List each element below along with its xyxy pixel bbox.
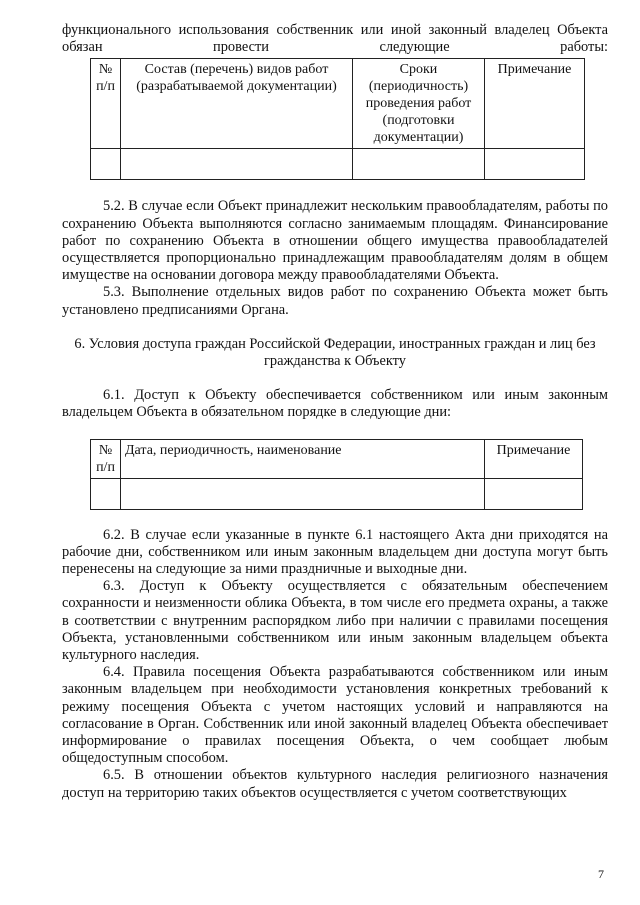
paragraph-5-2: 5.2. В случае если Объект принадлежит нескольким правообладателям, работы по сохранению Объекта выполняются согласно занимаемым площадям. Финансирование работ по сохранению Объекта в отношении общего имущества правообладателей осуществляется пропорционально принадлежащим правообладателям долям в общем имуществе на основании договора между правообладателями Объекта. <box>62 198 608 284</box>
paragraph-6-1: 6.1. Доступ к Объекту обеспечивается собственником или иным законным владельцем Объекта в обязательном порядке в следующие дни: <box>62 387 608 421</box>
intro-paragraph: функционального использования собственник или иной законный владелец Объекта обязан провести следующие работы: <box>62 22 608 56</box>
paragraph-6-4: 6.4. Правила посещения Объекта разрабатываются собственником или иным законным владельцем при необходимости установления конкретных требований к режиму посещения Объекта с учетом настоящих условий и направляются на согласование в Орган. Собственник или иной законный владелец Объекта обеспечивает информирование о правилах посещения Объекта, о чем сообщает любым общедоступным способом. <box>62 664 608 767</box>
works-table <box>90 58 585 180</box>
access-table-header-row <box>91 439 583 478</box>
works-table-header-terms: Сроки (периодичность) проведения работ (подготовки документации) <box>353 59 485 149</box>
table-cell <box>91 478 121 509</box>
page-number: 7 <box>598 867 604 881</box>
access-table-header-number: № п/п <box>91 439 121 478</box>
works-table-header-number: № п/п <box>91 59 121 149</box>
paragraph-6-3: 6.3. Доступ к Объекту осуществляется с обязательным обеспечением сохранности и неизменности облика Объекта, в том числе его предмета охраны, а также в соответствии с внутренним распорядком либо при наличии с правилами посещения Объекта, установленными собственником или иным законным владельцем объекта культурного наследия. <box>62 578 608 664</box>
table-cell <box>353 149 485 180</box>
works-table-header-note: Примечание <box>485 59 585 149</box>
document-page <box>62 22 608 802</box>
table-cell <box>91 149 121 180</box>
table-cell <box>121 478 485 509</box>
works-table-header-works: Состав (перечень) видов работ (разрабатываемой документации) <box>121 59 353 149</box>
paragraph-5-3: 5.3. Выполнение отдельных видов работ по сохранению Объекта может быть установлено предписаниями Органа. <box>62 284 608 318</box>
table-cell <box>485 149 585 180</box>
works-table-header-row <box>91 59 585 149</box>
table-cell <box>485 478 583 509</box>
access-table-header-date: Дата, периодичность, наименование <box>121 439 485 478</box>
table-cell <box>121 149 353 180</box>
access-table-header-note: Примечание <box>485 439 583 478</box>
access-days-table <box>90 439 583 510</box>
section-6-title: 6. Условия доступа граждан Российской Федерации, иностранных граждан и лиц без гражданства к Объекту <box>74 335 596 370</box>
access-table-empty-row <box>91 478 583 509</box>
paragraph-6-5: 6.5. В отношении объектов культурного наследия религиозного назначения доступ на территорию таких объектов осуществляется с учетом соответствующих <box>62 767 608 801</box>
works-table-empty-row <box>91 149 585 180</box>
paragraph-6-2: 6.2. В случае если указанные в пункте 6.1 настоящего Акта дни приходятся на рабочие дни, собственником или иным законным владельцем дни доступа могут быть перенесены на следующие за ними праздничные и выходные дни. <box>62 526 608 578</box>
